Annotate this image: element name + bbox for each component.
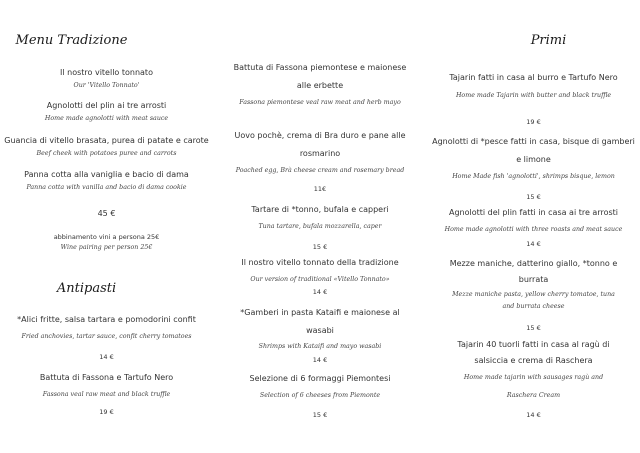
dish-translation: Home made agnolotti with meat sauce — [44, 115, 169, 122]
dish-price: 15 € — [312, 243, 328, 251]
dish-name: Agnolotti del plin ai tre arrosti — [46, 101, 167, 110]
dish-price: 14 € — [312, 288, 328, 296]
dish-translation: Our 'Vitello Tonnato' — [73, 82, 140, 89]
dish-translation: Panna cotta with vanilla and bacio di dama cookie — [26, 184, 187, 191]
dish-price: 11€ — [313, 185, 327, 193]
dish-translation: Home made Tajarin with butter and black truffle — [455, 92, 612, 99]
dish-price: 14 € — [312, 356, 328, 364]
dish-name: Il nostro vitello tonnato — [60, 68, 153, 77]
dish-translation: Shrimps with Kataifi and mayo wasabi — [258, 343, 382, 350]
dish-price: 19 € — [526, 118, 541, 126]
dish-name: Panna cotta alla vaniglia e bacio di dama — [24, 170, 189, 179]
dish-name: Uovo pochè, crema di Bra duro e pane alle — [234, 131, 406, 140]
dish-name: rosmarino — [299, 149, 341, 158]
dish-translation: Home made tajarin with sausages ragù and — [463, 374, 604, 381]
dish-name: wasabi — [306, 326, 334, 335]
dish-translation: Beef cheek with potatoes puree and carrots — [36, 150, 177, 157]
dish-name: Mezze maniche, datterino giallo, *tonno e — [449, 259, 618, 268]
dish-price: 15 € — [526, 193, 541, 201]
dish-name: Selezione di 6 formaggi Piemontesi — [249, 374, 391, 383]
dish-name: burrata — [518, 275, 549, 284]
dish-name: *Alici fritte, salsa tartara e pomodorini confit — [17, 315, 196, 324]
dish-price: 14 € — [526, 240, 541, 248]
menu-tradizione-column — [0, 0, 213, 453]
dish-name: Tajarin fatti in casa al burro e Tartufo Nero — [449, 73, 618, 82]
dish-translation: Home made agnolotti with three roasts and meat sauce — [444, 226, 623, 233]
section-title-primi: Primi — [530, 33, 567, 48]
dish-name: Agnolotti del plin fatti in casa ai tre arrosti — [448, 208, 619, 217]
dish-translation: Selection of 6 cheeses from Piemonte — [259, 392, 381, 399]
menu-price: 45 € — [97, 209, 116, 218]
dish-translation: Mezze maniche pasta, yellow cherry tomatoe, tuna — [452, 291, 615, 298]
dish-translation: Tuna tartare, bufala mozzarella, caper — [258, 223, 382, 230]
dish-translation: and burrata cheese — [502, 303, 565, 310]
dish-translation: Fried anchovies, tartar sauce, confit cherry tomatoes — [21, 333, 192, 340]
section-title-menu-tradizione: Menu Tradizione — [15, 33, 128, 48]
dish-name: Tajarin 40 tuorli fatti in casa al ragù di — [457, 340, 610, 349]
dish-translation: Raschera Cream — [506, 392, 561, 399]
wine-pairing: abbinamento vini a persona 25€ — [53, 233, 160, 241]
antipasti-column — [213, 0, 427, 453]
dish-name: Agnolotti di *pesce fatti in casa, bisque di gamberi — [432, 137, 635, 146]
section-title-antipasti: Antipasti — [56, 281, 117, 296]
dish-price: 14 € — [526, 411, 541, 419]
dish-name: *Gamberi in pasta Kataifi e maionese al — [240, 308, 400, 317]
dish-name: Battuta di Fassona piemontese e maionese — [233, 63, 407, 72]
dish-translation: Our version of traditional «Vitello Tonnato» — [250, 276, 390, 283]
dish-name: alle erbette — [296, 81, 344, 90]
dish-name: Tartare di *tonno, bufala e capperi — [251, 205, 389, 214]
dish-name: Guancia di vitello brasata, purea di patate e carote — [4, 136, 209, 145]
dish-name: salsiccia e crema di Raschera — [474, 356, 593, 365]
dish-price: 15 € — [526, 324, 541, 332]
dish-translation: Home Made fish 'agnolotti', shrimps bisque, lemon — [452, 173, 615, 180]
dish-translation: Fassona piemontese veal raw meat and herb mayo — [239, 99, 401, 106]
dish-translation: Poached egg, Brà cheese cream and rosemary bread — [235, 167, 405, 174]
wine-pairing-translation: Wine pairing per person 25€ — [60, 244, 153, 251]
dish-price: 19 € — [99, 408, 114, 416]
dish-price: 15 € — [312, 411, 328, 419]
dish-name: e limone — [516, 155, 551, 164]
dish-name: Il nostro vitello tonnato della tradizione — [241, 258, 399, 267]
primi-column — [427, 0, 640, 453]
dish-name: Battuta di Fassona e Tartufo Nero — [39, 373, 174, 382]
dish-price: 14 € — [99, 353, 114, 361]
dish-translation: Fassona veal raw meat and black truffle — [42, 391, 171, 398]
